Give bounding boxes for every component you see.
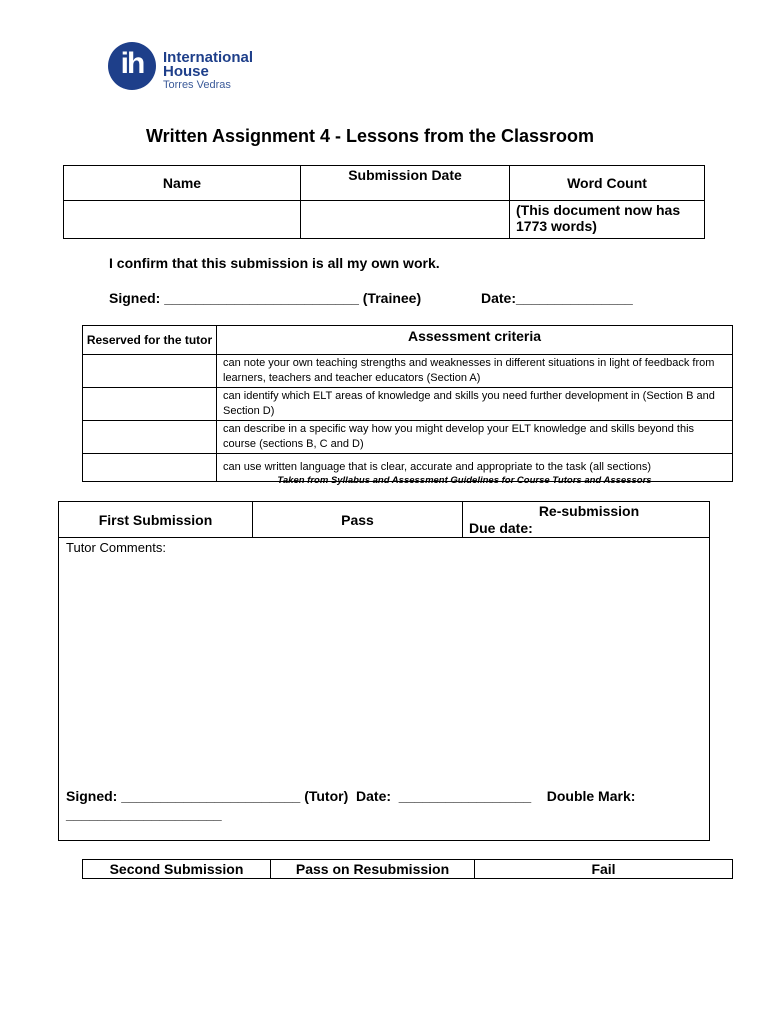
word-count-header: Word Count: [510, 166, 705, 201]
criterion-item: can describe in a specific way how you might develop your ELT knowledge and skills beyond this course (sections B, C and D): [217, 421, 733, 454]
word-count-cell[interactable]: (This document now has 1773 words): [510, 201, 705, 239]
logo-text-line1: International: [163, 49, 254, 66]
assessment-criteria-header: Assessment criteria: [217, 326, 733, 355]
resubmission-cell: [463, 502, 710, 538]
tutor-comments-label: Tutor Comments:: [66, 540, 166, 555]
second-submission-cell: Second Submission: [83, 860, 271, 879]
trainee-date-line: Date:_______________: [481, 290, 633, 306]
source-note: Taken from Syllabus and Assessment Guidelines for Course Tutors and Assessors: [277, 475, 652, 486]
tutor-comments-area[interactable]: [59, 538, 710, 841]
assessment-criteria-table: [82, 325, 733, 482]
international-house-logo: [108, 40, 278, 92]
ih-logo-icon: ih: [108, 42, 156, 90]
submission-table: [58, 501, 710, 841]
submission-date-header: Submission Date: [301, 166, 510, 201]
trainee-signature-line: Signed: _________________________ (Trainee): [109, 290, 422, 306]
fail-cell: Fail: [475, 860, 733, 879]
due-date-label: Due date:: [469, 519, 533, 536]
double-mark-line: ____________________: [66, 806, 222, 822]
criterion-item: can identify which ELT areas of knowledge and skills you need further development in (Section B and Section D): [217, 388, 733, 421]
tutor-reserved-cell[interactable]: [83, 421, 217, 454]
pass-on-resubmission-cell: Pass on Resubmission: [271, 860, 475, 879]
resubmission-label: Re-submission: [538, 502, 640, 519]
criterion-item: can use written language that is clear, accurate and appropriate to the task (all sections): [217, 454, 733, 482]
confirmation-statement: I confirm that this submission is all my own work.: [109, 255, 440, 271]
trainee-info-table: [63, 165, 705, 239]
reserved-for-tutor-header: Reserved for the tutor: [83, 326, 217, 355]
logo-text-line2: House: [163, 63, 209, 80]
second-submission-table: [82, 859, 733, 879]
logo-text-line3: Torres Vedras: [163, 79, 231, 91]
name-cell[interactable]: [64, 201, 301, 239]
tutor-reserved-cell[interactable]: [83, 388, 217, 421]
document-title: Written Assignment 4 - Lessons from the Classroom: [145, 126, 595, 146]
tutor-signature-line: Signed: _______________________ (Tutor) Date: _________________ Double Mark:: [66, 788, 636, 804]
first-submission-cell: First Submission: [59, 502, 253, 538]
criterion-item: can note your own teaching strengths and weaknesses in different situations in light of feedback from learners, teachers and teacher educators (Section A): [217, 355, 733, 388]
name-header: Name: [64, 166, 301, 201]
pass-cell: Pass: [253, 502, 463, 538]
tutor-reserved-cell[interactable]: [83, 355, 217, 388]
submission-date-cell[interactable]: [301, 201, 510, 239]
